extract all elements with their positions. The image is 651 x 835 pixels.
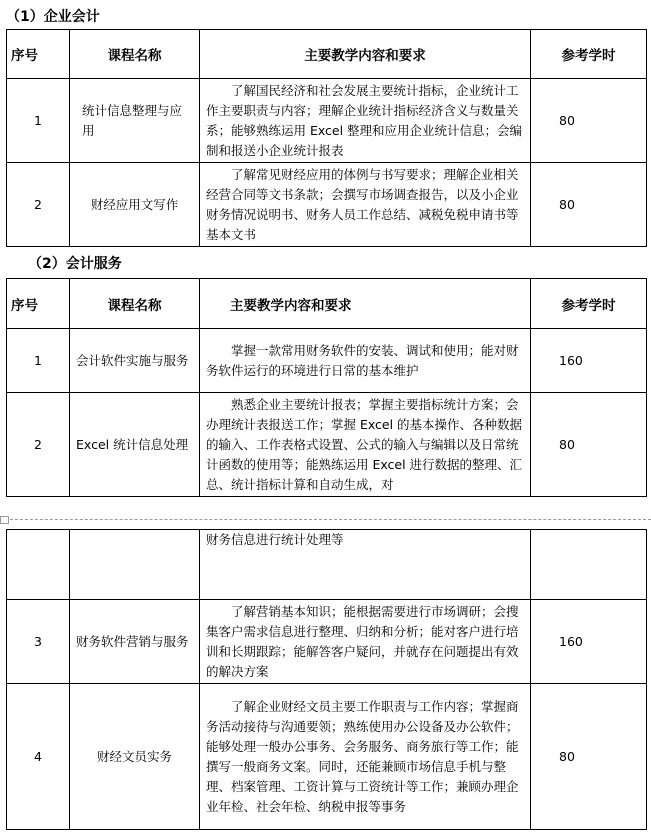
header-course-name: 课程名称: [70, 30, 200, 79]
row-content: [200, 329, 531, 393]
row-hours: 160: [531, 600, 647, 684]
table-header-row: [7, 279, 647, 329]
header-hours: 参考学时: [531, 30, 647, 79]
table-row: [7, 393, 647, 497]
row-content: [200, 393, 531, 497]
row-content-text: 了解常见财经应用的体例与书写要求；理解企业相关经营合同等文书条款；会撰写市场调查报告，以及小企业财务情况说明书、财务人员工作总结、减税免税申请书等基本文书: [206, 166, 519, 242]
row-hours: 80: [531, 684, 647, 830]
table-enterprise-accounting: [6, 29, 647, 247]
row-hours: 80: [531, 79, 647, 163]
header-hours: 参考学时: [531, 279, 647, 329]
table-row: [7, 79, 647, 163]
row-course-name: 财经文员实务: [70, 684, 200, 830]
table-accounting-services: [6, 278, 647, 497]
row-content: [200, 684, 531, 830]
table-row: [7, 600, 647, 684]
row-course-name-empty: [70, 530, 200, 600]
row-content: [200, 600, 531, 684]
section-2-title: （2）会计服务: [28, 256, 122, 272]
header-content: 主要教学内容和要求: [200, 279, 531, 329]
header-course-name: 课程名称: [70, 279, 200, 329]
row-hours: 80: [531, 393, 647, 497]
row-no: 3: [7, 600, 70, 684]
header-no: 序号: [7, 279, 70, 329]
row-hours-empty: [531, 530, 647, 600]
row-course-name: 会计软件实施与服务: [70, 329, 200, 393]
table-row: [7, 163, 647, 247]
row-course-name: 财经应用文写作: [70, 163, 200, 247]
table-row-continued: [7, 530, 647, 600]
table-row: [7, 684, 647, 830]
page-break-line: [0, 519, 651, 520]
row-content: [200, 79, 531, 163]
table-header-row: [7, 30, 647, 79]
page-break-marker: [0, 516, 9, 524]
row-hours: 160: [531, 329, 647, 393]
row-course-name: Excel 统计信息处理: [70, 393, 200, 497]
table-accounting-services-continued: [6, 529, 647, 830]
header-content: 主要教学内容和要求: [200, 30, 531, 79]
row-course-name: 财务软件营销与服务: [70, 600, 200, 684]
row-content-text: 掌握一款常用财务软件的安装、调试和使用；能对财务软件运行的环境进行日常的基本维护: [206, 342, 519, 378]
row-content-text: 熟悉企业主要统计报表；掌握主要指标统计方案；会办理统计表报送工作；掌握 Excel 的基本操作、各种数据的输入、工作表格式设置、公式的输入与编辑以及日常统计函数的使用等；能熟练运用 Excel 进行数据的整理、汇总、统计指标计算和自动生成，对: [206, 396, 523, 492]
row-no: 4: [7, 684, 70, 830]
row-content-text: 了解营销基本知识；能根据需要进行市场调研；会搜集客户需求信息进行整理、归纳和分析；能对客户进行培训和长期跟踪；能解答客户疑问，并就存在问题提出有效的解决方案: [206, 603, 519, 679]
row-course-name: 统计信息整理与应用: [70, 79, 200, 163]
row-no: 2: [7, 393, 70, 497]
row-content-text: 了解国民经济和社会发展主要统计指标，企业统计工作主要职责与内容；理解企业统计指标经济含义与数量关系；能够熟练运用 Excel 整理和应用企业统计信息；会编制和报送小企业统计报表: [206, 82, 523, 158]
section-1-title: （1）企业会计: [6, 9, 100, 25]
row-no: 1: [7, 79, 70, 163]
row-no: 2: [7, 163, 70, 247]
row-no: 1: [7, 329, 70, 393]
table-row: [7, 329, 647, 393]
row-no-empty: [7, 530, 70, 600]
row-hours: 80: [531, 163, 647, 247]
row-content: [200, 163, 531, 247]
row-content-text: 了解企业财经文员主要工作职责与工作内容；掌握商务活动接待与沟通要领；熟练使用办公设备及办公软件；能够处理一般办公事务、会务服务、商务旅行等工作；能撰写一般商务文案。同时，还能兼顾市场信息手机与整理、档案管理、工资计算与工资统计等工作；兼顾办理企业年检、社会年检、纳税申报等事务: [206, 698, 519, 814]
row-content: 财务信息进行统计处理等: [200, 530, 531, 600]
header-no: 序号: [7, 30, 70, 79]
